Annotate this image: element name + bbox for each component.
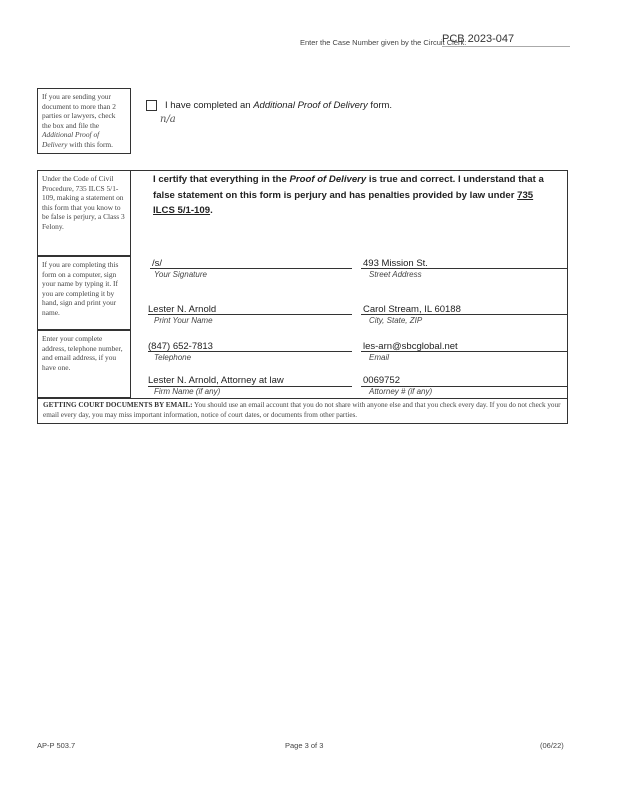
- email-notice-heading: GETTING COURT DOCUMENTS BY EMAIL:: [43, 401, 193, 409]
- page-number: Page 3 of 3: [285, 741, 324, 750]
- case-number-label: Enter the Case Number given by the Circuit Clerk:: [300, 38, 467, 47]
- firm-name-label: Firm Name (if any): [154, 387, 221, 396]
- statute-reference: 735 ILCS 5/1-109: [153, 189, 534, 217]
- city-value[interactable]: Carol Stream, IL 60188: [363, 304, 461, 315]
- case-number-underline: [442, 46, 570, 47]
- certify-text-prefix: I certify that everything in the: [153, 174, 290, 185]
- street-line: [361, 268, 568, 269]
- print-name-value[interactable]: Lester N. Arnold: [148, 304, 217, 315]
- additional-proof-note-suffix: with this form.: [67, 139, 114, 149]
- signature-label: Your Signature: [154, 270, 207, 279]
- perjury-warning-note: Under the Code of Civil Procedure, 735 ILCS 5/1-109, making a statement on this form that you know to be false is perjury, a Class 3 Felony.: [37, 170, 131, 256]
- additional-proof-checkbox-label: [165, 100, 392, 111]
- email-notice: [37, 398, 568, 424]
- form-id: AP-P 503.7: [37, 741, 76, 750]
- attorney-number-label: Attorney # (if any): [369, 387, 433, 396]
- certify-text-middle: is true and correct. I understand that a false statement on this form is perjury and has penalties provided by law under: [153, 174, 544, 201]
- signature-value[interactable]: /s/: [152, 258, 163, 269]
- handwritten-note: n/a: [160, 114, 176, 125]
- signature-line: [150, 268, 352, 269]
- email-notice-text: You should use an email account that you do not share with anyone else and that you check every day. If you do not check your email every day, you may miss important information, notice of court dates, or documents from other parties.: [43, 401, 561, 419]
- telephone-label: Telephone: [154, 353, 192, 362]
- checkbox-label-italic: Additional Proof of Delivery: [253, 100, 368, 111]
- additional-proof-checkbox[interactable]: [146, 100, 157, 111]
- attorney-number-value[interactable]: 0069752: [363, 375, 400, 386]
- certify-text-italic: Proof of Delivery: [289, 174, 367, 185]
- street-label: Street Address: [369, 270, 422, 279]
- checkbox-label-prefix: I have completed an: [165, 100, 254, 111]
- certification-statement: [153, 172, 553, 219]
- signature-instructions-note: If you are completing this form on a computer, sign your name by typing it. If you are completing it by hand, sign and print your name.: [37, 256, 131, 330]
- street-value[interactable]: 493 Mission St.: [363, 258, 428, 269]
- additional-proof-note-text: If you are sending your document to more than 2 parties or lawyers, check the box and file the: [42, 92, 116, 130]
- checkbox-label-suffix: form.: [367, 100, 393, 111]
- city-line: [361, 314, 568, 315]
- email-value[interactable]: les-arn@sbcglobal.net: [363, 341, 458, 352]
- telephone-value[interactable]: (847) 652-7813: [148, 341, 213, 352]
- print-name-line: [148, 314, 352, 315]
- email-line: [361, 351, 568, 352]
- additional-proof-note: [37, 88, 131, 154]
- certify-text-end: .: [210, 205, 213, 217]
- case-number-field[interactable]: PCB 2023-047: [442, 33, 515, 45]
- telephone-line: [148, 351, 352, 352]
- contact-instructions-note: Enter your complete address, telephone number, and email address, if you have one.: [37, 330, 131, 398]
- firm-name-value[interactable]: Lester N. Arnold, Attorney at law: [148, 375, 284, 386]
- additional-proof-note-italic: Additional Proof of Delivery: [42, 130, 100, 149]
- email-label: Email: [369, 353, 390, 362]
- print-name-label: Print Your Name: [154, 316, 213, 325]
- city-label: City, State, ZIP: [369, 316, 423, 325]
- form-revision: (06/22): [540, 741, 564, 750]
